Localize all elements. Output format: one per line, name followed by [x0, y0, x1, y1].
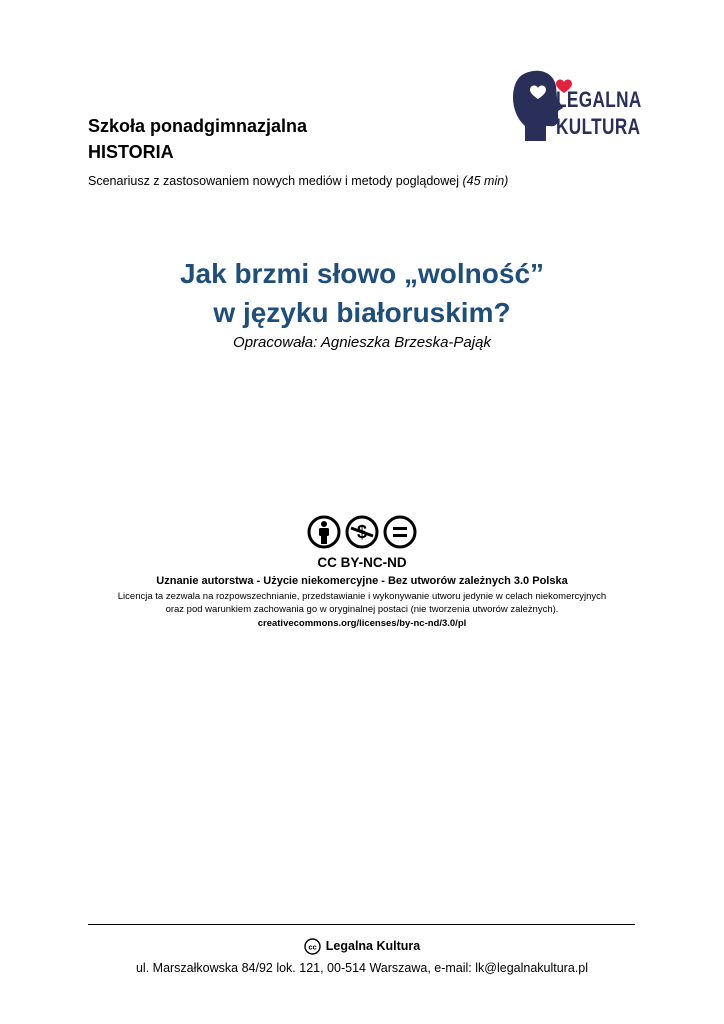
noderivatives-icon	[385, 517, 415, 547]
scenario-description	[88, 172, 508, 190]
license-description-line-1: Licencja ta zezwala na rozpowszechnianie, przedstawianie i wykonywanie utworu jedynie w celach niekomercyjnych	[117, 591, 607, 602]
license-url[interactable]: creativecommons.org/licenses/by-nc-nd/3.0/pl	[257, 618, 467, 629]
author-credit: Opracowała: Agnieszka Brzeska-Pająk	[233, 334, 491, 351]
footer-address: ul. Marszałkowska 84/92 lok. 121, 00-514 Warszawa, e-mail: lk@legalnakultura.pl	[135, 961, 588, 975]
noncommercial-icon	[347, 517, 377, 547]
subject: HISTORIA	[88, 142, 174, 162]
logo-line-1: LEGALNA	[556, 87, 642, 112]
license-name: Uznanie autorstwa - Użycie niekomercyjne - Bez utworów zależnych 3.0 Polska	[156, 575, 568, 587]
lesson-duration: (45 min)	[462, 174, 509, 188]
cc-icon	[304, 938, 321, 955]
footer-divider	[88, 924, 635, 925]
school-level: Szkoła ponadgimnazjalna	[88, 116, 308, 136]
scenario-text: Scenariusz z zastosowaniem nowych mediów i metody poglądowej	[88, 174, 463, 188]
footer-brand	[0, 938, 724, 955]
attribution-icon	[309, 517, 339, 547]
page-title-line-1: Jak brzmi słowo „wolność”	[179, 258, 545, 289]
footer-brand-name: Legalna Kultura	[325, 939, 421, 953]
logo-wordmark	[556, 86, 642, 140]
license-code: CC BY-NC-ND	[317, 555, 407, 570]
cc-license-icons	[307, 515, 417, 549]
logo-line-2: KULTURA	[556, 114, 641, 139]
svg-text:cc: cc	[308, 942, 317, 952]
page-title-line-2: w języku białoruskim?	[213, 297, 511, 328]
license-description-line-2: oraz pod warunkiem zachowania go w oryginalnej postaci (nie tworzenia utworów zależnych).	[165, 604, 559, 615]
